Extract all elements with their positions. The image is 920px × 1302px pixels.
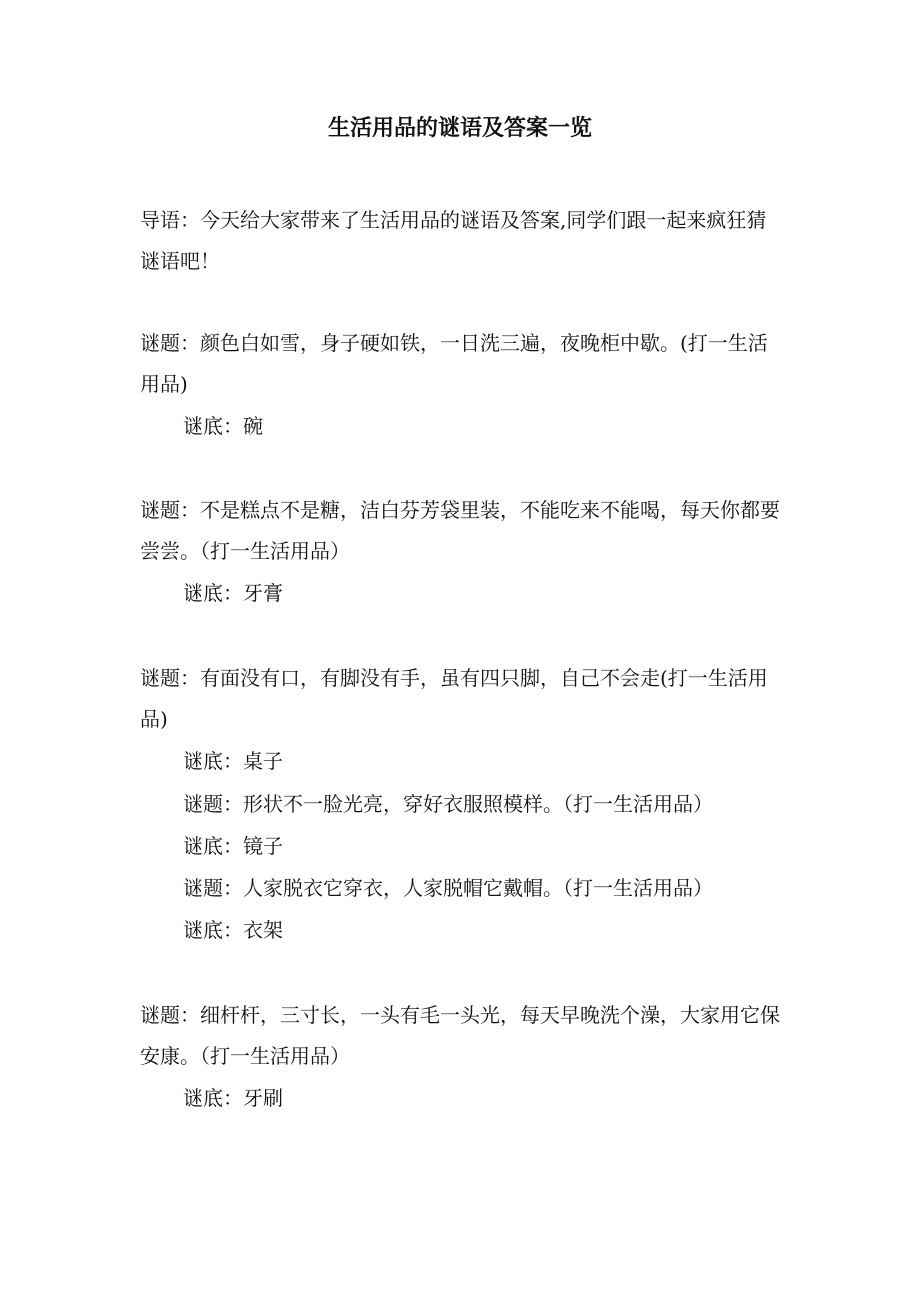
riddle-question-5: 谜题：人家脱衣它穿衣，人家脱帽它戴帽。（打一生活用品） <box>183 876 713 900</box>
riddle-answer-6: 谜底：牙刷 <box>183 1086 283 1110</box>
riddle-answer-1: 谜底：碗 <box>183 414 263 438</box>
riddle-question-2: 谜题：不是糕点不是糖，洁白芬芳袋里装，不能吃来不能喝，每天你都要尝尝。（打一生活用品） <box>140 498 780 563</box>
riddle-answer-4: 谜底：镜子 <box>183 834 283 858</box>
document-title: 生活用品的谜语及答案一览 <box>327 115 592 141</box>
riddle-question-1: 谜题：颜色白如雪，身子硬如铁，一日洗三遍，夜晚柜中歇。(打一生活用品) <box>140 331 768 396</box>
riddle-question-6: 谜题：细杆杆，三寸长，一头有毛一头光，每天早晚洗个澡，大家用它保安康。（打一生活用品） <box>140 1003 780 1068</box>
riddle-question-4: 谜题：形状不一脸光亮，穿好衣服照模样。（打一生活用品） <box>183 792 713 816</box>
riddle-question-3: 谜题：有面没有口，有脚没有手，虽有四只脚，自己不会走(打一生活用品) <box>140 666 768 731</box>
riddle-answer-3: 谜底：桌子 <box>183 749 283 773</box>
riddle-answer-5: 谜底：衣架 <box>183 918 283 942</box>
intro-paragraph: 导语：今天给大家带来了生活用品的谜语及答案,同学们跟一起来疯狂猜谜语吧！ <box>140 208 767 273</box>
riddle-answer-2: 谜底：牙膏 <box>183 581 283 605</box>
